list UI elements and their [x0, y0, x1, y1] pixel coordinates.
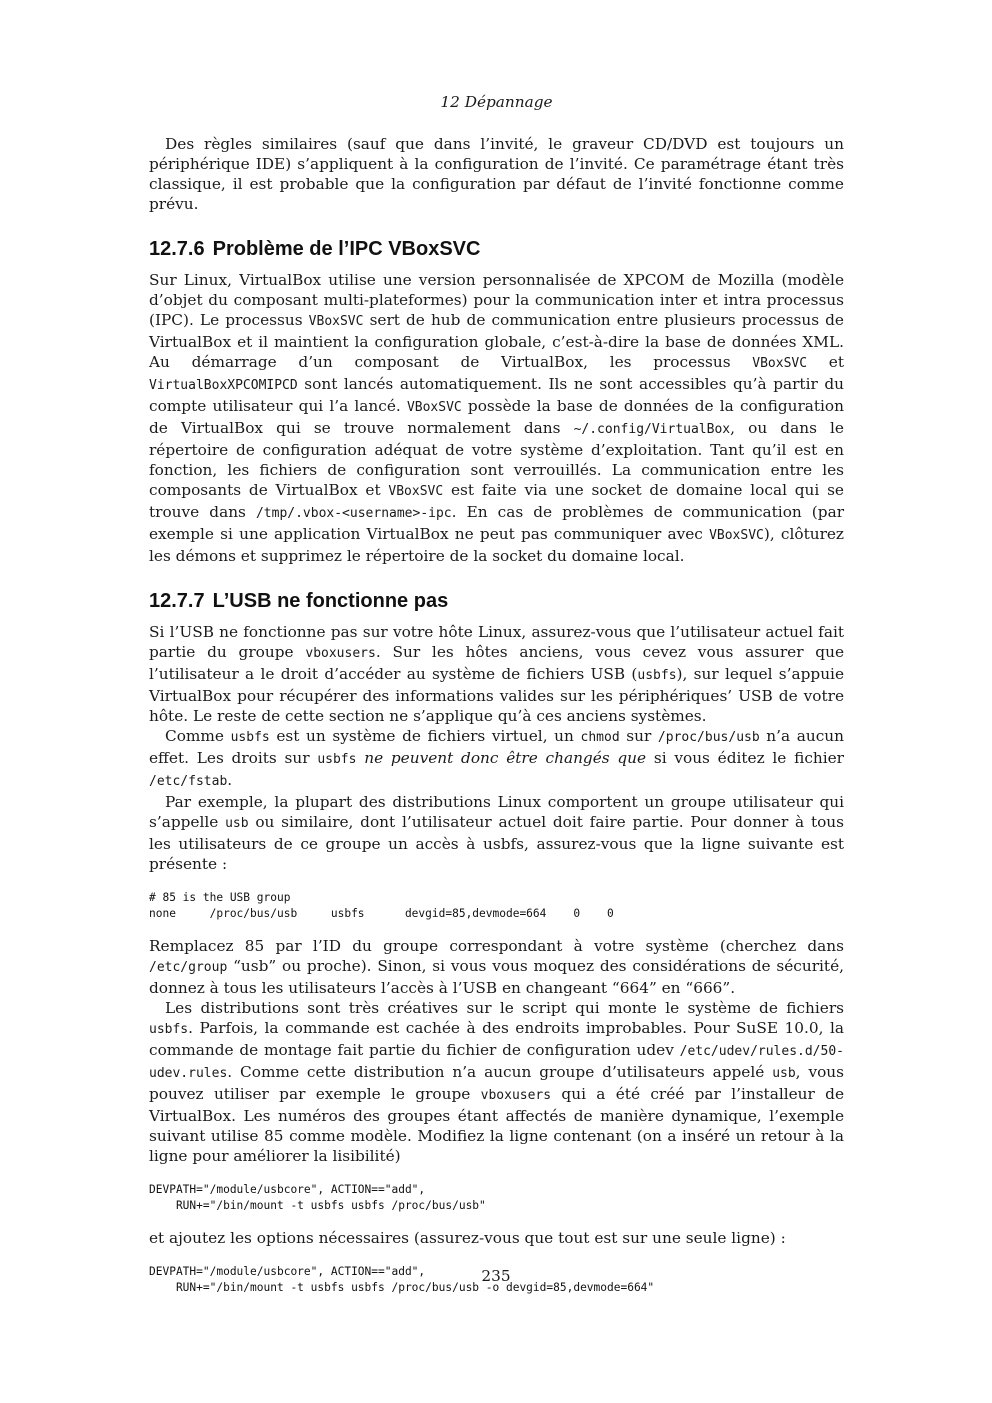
usb-paragraph-3 — [149, 792, 844, 874]
inline-code: VBoxSVC — [406, 400, 462, 415]
emphasis-text: ne peuvent donc être changés que — [364, 749, 647, 767]
text-run: sert de hub de communication entre plusieurs processus de VirtualBox et il maintient la configuration globale, c’est-à-dire la base de données XML. Au démarrage d’un composant de VirtualBox, les processus — [149, 311, 844, 371]
text-run: si vous éditez le fichier — [646, 749, 844, 767]
text-run: ), clôturez les démons et supprimez le répertoire de la socket du domaine local. — [149, 525, 844, 565]
running-header: 12 Dépannage — [440, 93, 553, 111]
text-run: est un système de fichiers virtuel, un — [269, 727, 581, 745]
inline-code: /tmp/.vbox-<username>-ipc — [255, 506, 452, 521]
text-run: “usb” ou proche). Sinon, si vous vous moquez des considérations de sécurité, donnez à tous les utilisateurs l’accès à l’USB en changeant “664” en “666”. — [149, 957, 844, 997]
text-run: ), sur lequel s’appuie VirtualBox pour récupérer des informations valides sur les périphériques’ USB de votre hôte. Le reste de cette section ne s’applique qu’à ces anciens systèmes. — [149, 665, 844, 725]
text-run: , ou dans le répertoire de configuration adéquat de votre système d’exploitation. Tant qu’il est en fonction, les fichiers de configuration sont verrouillés. La communication entre les composants de VirtualBox et — [149, 419, 844, 499]
inline-code: usbfs — [637, 668, 677, 683]
text-run: . En cas de problèmes de communication (par exemple si une application VirtualBox ne peut pas communiquer avec — [149, 503, 845, 543]
text-run: . — [227, 771, 233, 789]
usb-paragraph-2 — [149, 726, 844, 792]
text-run: sur — [619, 727, 658, 745]
text-run: possède la base de données de la configuration de VirtualBox qui se trouve normalement dans — [149, 397, 844, 437]
section-title: L’USB ne fonctionne pas — [212, 590, 449, 612]
text-run: ou similaire, dont l’utilisateur actuel doit faire partie. Pour donner à tous les utilisateurs de ce groupe un accès à usbfs, assurez-vous que la ligne suivante est présente : — [149, 813, 844, 873]
inline-code: usbfs — [149, 1022, 189, 1037]
usb-paragraph-6: et ajoutez les options nécessaires (assurez-vous que tout est sur une seule ligne) : — [149, 1229, 786, 1247]
inline-code: VBoxSVC — [388, 484, 444, 499]
section-number: 12.7.6 — [149, 238, 205, 260]
text-run: . Comme cette distribution n’a aucun groupe d’utilisateurs appelé — [227, 1063, 773, 1081]
inline-code: /etc/udev/rules.d/50-udev.rules — [149, 1044, 844, 1081]
text-run: qui a été créé par l’installeur de VirtualBox. Les numéros des groupes étant affectés de manière dynamique, l’exemple suivant utilise 85 comme modèle. Modifiez la ligne contenant (on a inséré un retour à la ligne pour améliorer la lisibilité) — [149, 1085, 844, 1165]
inline-code: chmod — [580, 730, 620, 745]
inline-code: usbfs — [230, 730, 270, 745]
inline-code: VBoxSVC — [709, 528, 764, 543]
text-run: . Sur les hôtes anciens, vous cevez vous assurer que l’utilisateur a le droit d’accéder au système de fichiers USB ( — [149, 643, 845, 683]
inline-code: /proc/bus/usb — [657, 730, 760, 745]
inline-code: VBoxSVC — [752, 356, 808, 371]
text-run: Les distributions sont très créatives sur le script qui monte le système de fichiers — [165, 999, 844, 1017]
text-run: Comme — [165, 727, 231, 745]
usb-paragraph-4 — [149, 936, 844, 998]
inline-code: vboxusers — [480, 1088, 552, 1103]
inline-code: VirtualBoxXPCOMIPCD — [149, 378, 298, 393]
section-title: Problème de l’IPC VBoxSVC — [212, 238, 481, 260]
code-block-udev-rule-modified: DEVPATH="/module/usbcore", ACTION=="add", RUN+="/bin/mount -t usbfs usbfs /proc/bus/usb -o devgid=85,devmode=664" — [149, 1265, 655, 1294]
inline-code: usbfs — [317, 752, 357, 767]
text-run: Sur Linux, VirtualBox utilise une version personnalisée de XPCOM de Mozilla (modèle d’objet du composant multi-plateformes) pour la communication inter et intra processus (IPC). Le processus — [149, 271, 844, 329]
section-heading-usb — [149, 588, 844, 614]
text-run: , vous pouvez utiliser par exemple le groupe — [149, 1063, 844, 1103]
inline-code: /etc/fstab — [149, 774, 228, 789]
inline-code: usb — [225, 816, 249, 831]
text-run: Remplacez 85 par l’ID du groupe correspondant à votre système (cherchez dans — [149, 937, 844, 955]
intro-paragraph: Des règles similaires (sauf que dans l’invité, le graveur CD/DVD est toujours un périphérique IDE) s’appliquent à la configuration de l’invité. Ce paramétrage étant très classique, il est probable que la configuration par défaut de l’invité fonctionne comme prévu. — [149, 135, 844, 213]
text-run: Par exemple, la plupart des distributions Linux comportent un groupe utilisateur qui s’appelle — [149, 793, 844, 831]
code-block-fstab: # 85 is the USB group none /proc/bus/usb usbfs devgid=85,devmode=664 0 0 — [149, 891, 614, 920]
document-page — [149, 92, 844, 1310]
section-number: 12.7.7 — [149, 590, 205, 612]
text-run: . Parfois, la commande est cachée à des endroits improbables. Pour SuSE 10.0, la commande de montage fait partie du fichier de configuration udev — [149, 1019, 844, 1059]
inline-code: usb — [772, 1066, 796, 1081]
inline-code: vboxusers — [305, 646, 376, 661]
section-heading-ipc — [149, 236, 844, 262]
inline-code: ~/.config/VirtualBox — [573, 422, 731, 437]
inline-code: VBoxSVC — [308, 314, 364, 329]
text-run: sont lancés automatiquement. Ils ne sont accessibles qu’à partir du compte utilisateur qui l’a lancé. — [149, 375, 844, 415]
inline-code: /etc/group — [149, 960, 228, 975]
code-block-udev-rule: DEVPATH="/module/usbcore", ACTION=="add", RUN+="/bin/mount -t usbfs usbfs /proc/bus/usb" — [149, 1183, 486, 1212]
text-run: est faite via une socket de domaine local qui se trouve dans — [149, 481, 844, 521]
usb-paragraph-1 — [149, 622, 844, 726]
usb-paragraph-5 — [149, 998, 844, 1166]
ipc-paragraph — [149, 270, 844, 566]
page-number: 235 — [481, 1267, 511, 1285]
text-run: Si l’USB ne fonctionne pas sur votre hôte Linux, assurez-vous que l’utilisateur actuel fait partie du groupe — [149, 623, 844, 661]
text-run: n’a aucun effet. Les droits sur — [149, 727, 844, 767]
text-run: et — [807, 353, 845, 371]
